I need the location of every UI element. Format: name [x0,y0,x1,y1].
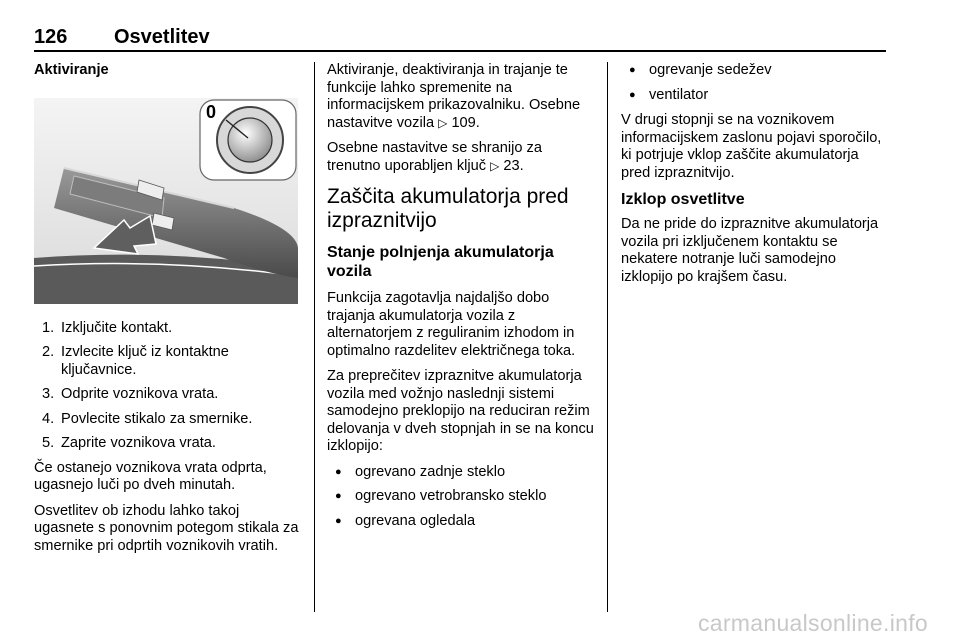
paragraph: Osebne nastavitve se shranijo za trenutno uporabljen ključ ▷ 23. [327,140,542,174]
list-item: ● ogrevana ogledala [327,513,595,531]
page-number: 126 [34,26,68,48]
list-item: 5. Zaprite voznikova vrata. [42,435,216,451]
list-item: ● ventilator [621,87,889,105]
list-item: 2. Izvlecite ključ iz kontaktne ključavnice. [42,344,229,378]
list-item: 4. Povlecite stikalo za smernike. [42,410,253,427]
paragraph: V drugi stopnji se na voznikovem informacijskem zaslonu pojavi sporočilo, ki potrjuje vklop zaščite akumulatorja pred izpraznitvijo. [621,112,882,181]
reference-arrow-icon: ▷ [490,158,500,173]
list-item: ● ogrevanje sedežev [621,62,889,80]
ignition-zero-label: 0 [206,101,217,122]
reference-arrow-icon: ▷ [438,115,448,130]
section-subheading: Izklop osvetlitve [621,191,745,208]
header-rule [34,50,886,52]
column-3 [621,62,889,294]
systems-list-continued [621,62,889,104]
page-header [34,26,886,50]
watermark: carmanualsonline.info [697,610,928,636]
paragraph: Osvetlitev ob izhodu lahko takoj ugasnete s ponovnim potegom stikala za smernike pri odprtih voznikovih vratih. [34,502,299,554]
paragraph: Za preprečitev izpraznitve akumulatorja vozila med vožnjo naslednji sistemi samodejno preklopijo na reduciran režim delovanja v dveh stopnjah in se na koncu izklopijo: [327,368,594,454]
section-heading: Zaščita akumulatorja pred izpraznitvijo [327,185,569,232]
systems-list [327,464,595,531]
section-subheading: Stanje polnjenja akumulatorja vozila [327,244,554,280]
page-reference-link[interactable]: 23. [503,157,524,174]
column-divider-1 [314,62,315,612]
column-1 [34,62,302,563]
activation-steps-list [34,320,302,453]
paragraph: Da ne pride do izpraznitve akumulatorja vozila pri izključenem kontaktu se nekatere notranje luči samodejno izklopijo po krajšem času. [621,216,879,285]
column-divider-2 [607,62,608,612]
column-2 [327,62,595,538]
turn-signal-stalk-illustration [34,98,298,304]
list-item: 3. Odprite voznikova vrata. [42,386,219,402]
list-item: ● ogrevano vetrobransko steklo [327,488,595,506]
paragraph: Aktiviranje, deaktiviranja in trajanje te funkcije lahko spremenite na informacijskem prikazovalniku. Osebne nastavitve vozila ▷ 109. [327,62,581,131]
activation-subheading: Aktiviranje [34,62,109,78]
page-reference-link[interactable]: 109. [451,114,480,131]
list-item: 1. Izključite kontakt. [42,319,173,336]
list-item: ● ogrevano zadnje steklo [327,464,595,482]
paragraph: Funkcija zagotavlja najdaljšo dobo trajanja akumulatorja vozila z alternatorjem z reguliranim izhodom in optimalno razdelitev električnega toka. [327,290,576,359]
running-title: Osvetlitev [114,26,210,48]
paragraph: Če ostanejo voznikova vrata odprta, ugasnejo luči po dveh minutah. [34,459,267,493]
